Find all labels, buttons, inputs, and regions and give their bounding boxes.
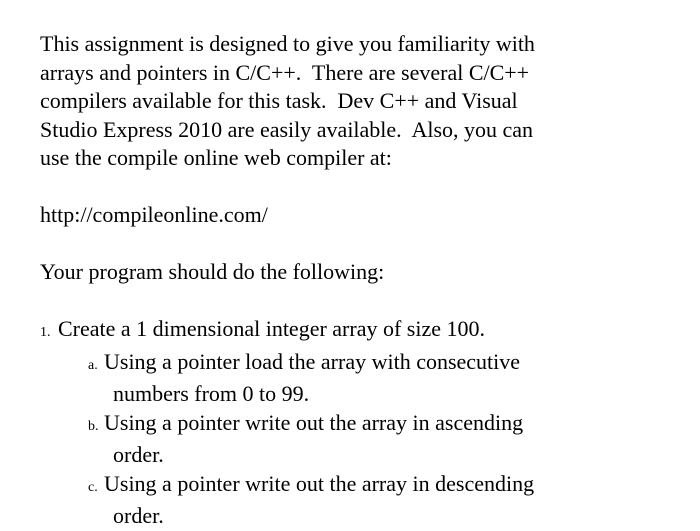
sub-list-item-text: Using a pointer load the array with consecutive [104, 348, 521, 374]
intro-paragraph [40, 30, 690, 173]
intro-line: use the compile online web compiler at: [40, 145, 392, 170]
intro-line: This assignment is designed to give you familiarity with [40, 31, 535, 56]
intro-line: Studio Express 2010 are easily available. Also, you can [40, 116, 534, 142]
list-marker: 1. [40, 325, 51, 340]
list-item [40, 315, 690, 531]
sub-list-item-text: Using a pointer write out the array in ascending [104, 409, 524, 435]
sub-list-marker: b. [88, 418, 99, 434]
spacer [40, 173, 690, 202]
sub-list-item [40, 348, 690, 381]
intro-line: arrays and pointers in C/C++. There are several C/C++ [40, 59, 530, 85]
spacer [40, 287, 690, 316]
steps-list [40, 315, 690, 531]
sub-list-item [40, 409, 690, 442]
sub-list-item-continuation: order. [113, 503, 164, 528]
assignment-document [40, 30, 690, 531]
sub-list-marker: c. [88, 479, 98, 495]
spacer [40, 230, 690, 259]
intro-line: compilers available for this task. Dev C++ and Visual [40, 88, 518, 113]
sub-list-item-continuation: order. [113, 442, 164, 467]
task-heading: Your program should do the following: [40, 259, 385, 284]
sub-list-item-text: Using a pointer write out the array in descending [104, 470, 535, 496]
sub-list-marker: a. [88, 357, 98, 373]
list-item-text: Create a 1 dimensional integer array of size 100. [58, 316, 486, 341]
sub-list-item [40, 470, 690, 503]
sub-list-item-continuation: numbers from 0 to 99. [113, 381, 310, 406]
compiler-url: http://compileonline.com/ [40, 202, 268, 227]
